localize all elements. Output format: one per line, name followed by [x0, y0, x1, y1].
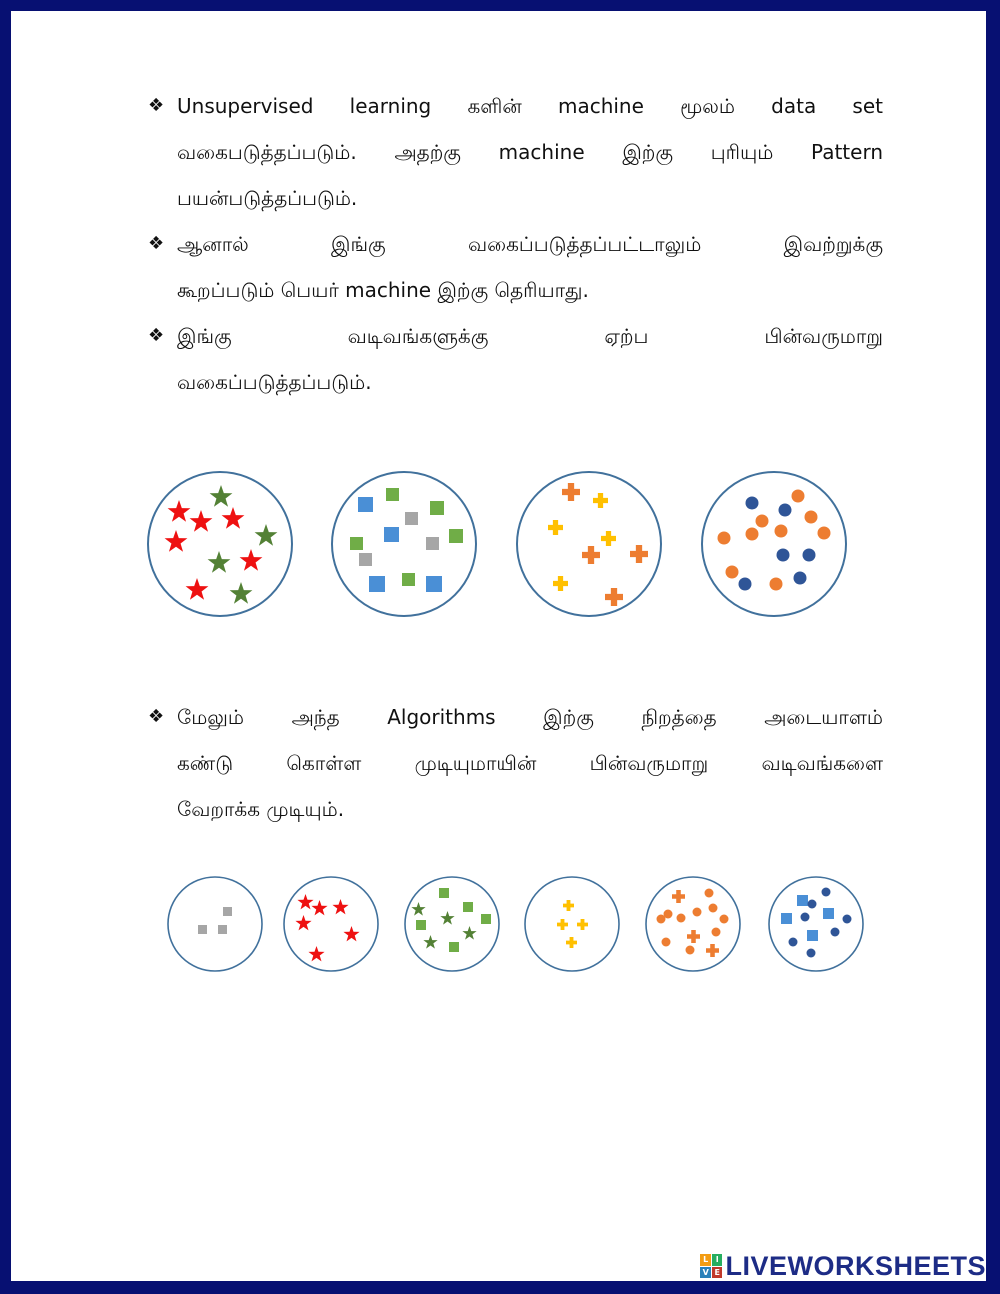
square-icon	[384, 527, 399, 542]
dot-icon	[746, 497, 759, 510]
square-icon	[405, 512, 418, 525]
square-icon	[369, 576, 385, 592]
bullet-line: வகைபடுத்தப்படும். அதற்கு machine இற்கு புரியும் Pattern	[177, 140, 883, 164]
cluster-small-red-stars	[284, 877, 378, 971]
dot-icon	[779, 504, 792, 517]
logo-letter: E	[712, 1267, 723, 1279]
square-icon	[402, 573, 415, 586]
logo-letter: L	[700, 1254, 711, 1266]
dot-icon	[739, 578, 752, 591]
cluster-circle-crosses	[517, 472, 661, 616]
cluster-circle-stars	[148, 472, 292, 616]
bullet-line: கூறப்படும் பெயர் machine இற்கு தெரியாது.	[177, 278, 589, 302]
bullet-line: வேறாக்க முடியும்.	[177, 797, 345, 821]
square-icon	[430, 501, 444, 515]
bullet-diamond-icon: ❖	[148, 706, 165, 727]
cluster-small-orange-mixed	[646, 877, 740, 971]
dot-icon	[718, 532, 731, 545]
bullet-diamond-icon: ❖	[148, 325, 165, 346]
bullet-line: கண்டு கொள்ள முடியுமாயின் பின்வருமாறு வடிவங்களை	[177, 751, 883, 775]
square-icon	[426, 576, 442, 592]
cluster-small-green-mixed	[405, 877, 499, 971]
cluster-circle-squares	[332, 472, 476, 616]
dot-icon	[803, 549, 816, 562]
bullet-line: பயன்படுத்தப்படும்.	[177, 186, 358, 210]
dot-icon	[818, 527, 831, 540]
dot-icon	[726, 566, 739, 579]
dot-icon	[794, 572, 807, 585]
logo-letter: V	[700, 1267, 711, 1279]
bullet-line: இங்கு வடிவங்களுக்கு ஏற்ப பின்வருமாறு	[177, 324, 883, 348]
dot-icon	[777, 549, 790, 562]
square-icon	[386, 488, 399, 501]
cluster-small-blue-mixed	[769, 877, 863, 971]
dot-icon	[805, 511, 818, 524]
bullet-line: மேலும் அந்த Algorithms இற்கு நிறத்தை அடையாளம்	[177, 705, 883, 729]
square-icon	[358, 497, 373, 512]
dot-icon	[770, 578, 783, 591]
cluster-circle-dots	[702, 472, 846, 616]
liveworksheets-wordmark: LIVEWORKSHEETS	[725, 1250, 986, 1281]
dot-icon	[756, 515, 769, 528]
logo-letter: I	[712, 1254, 723, 1266]
square-icon	[426, 537, 439, 550]
square-icon	[350, 537, 363, 550]
dot-icon	[775, 525, 788, 538]
bullet-line: வகைப்படுத்தப்படும்.	[177, 370, 372, 394]
cluster-small-gray-squares	[168, 877, 262, 971]
square-icon	[359, 553, 372, 566]
liveworksheets-logo-icon	[700, 1254, 722, 1278]
bullet-line: ஆனால் இங்கு வகைப்படுத்தப்பட்டாலும் இவற்றுக்கு	[177, 232, 883, 256]
cluster-small-yellow-crosses	[525, 877, 619, 971]
bullet-diamond-icon: ❖	[148, 233, 165, 254]
dot-icon	[746, 528, 759, 541]
liveworksheets-logo[interactable]	[700, 1251, 986, 1281]
bullet-diamond-icon: ❖	[148, 95, 165, 116]
dot-icon	[792, 490, 805, 503]
bullet-line: Unsupervised learning களின் machine மூலம் data set	[177, 94, 883, 118]
square-icon	[449, 529, 463, 543]
